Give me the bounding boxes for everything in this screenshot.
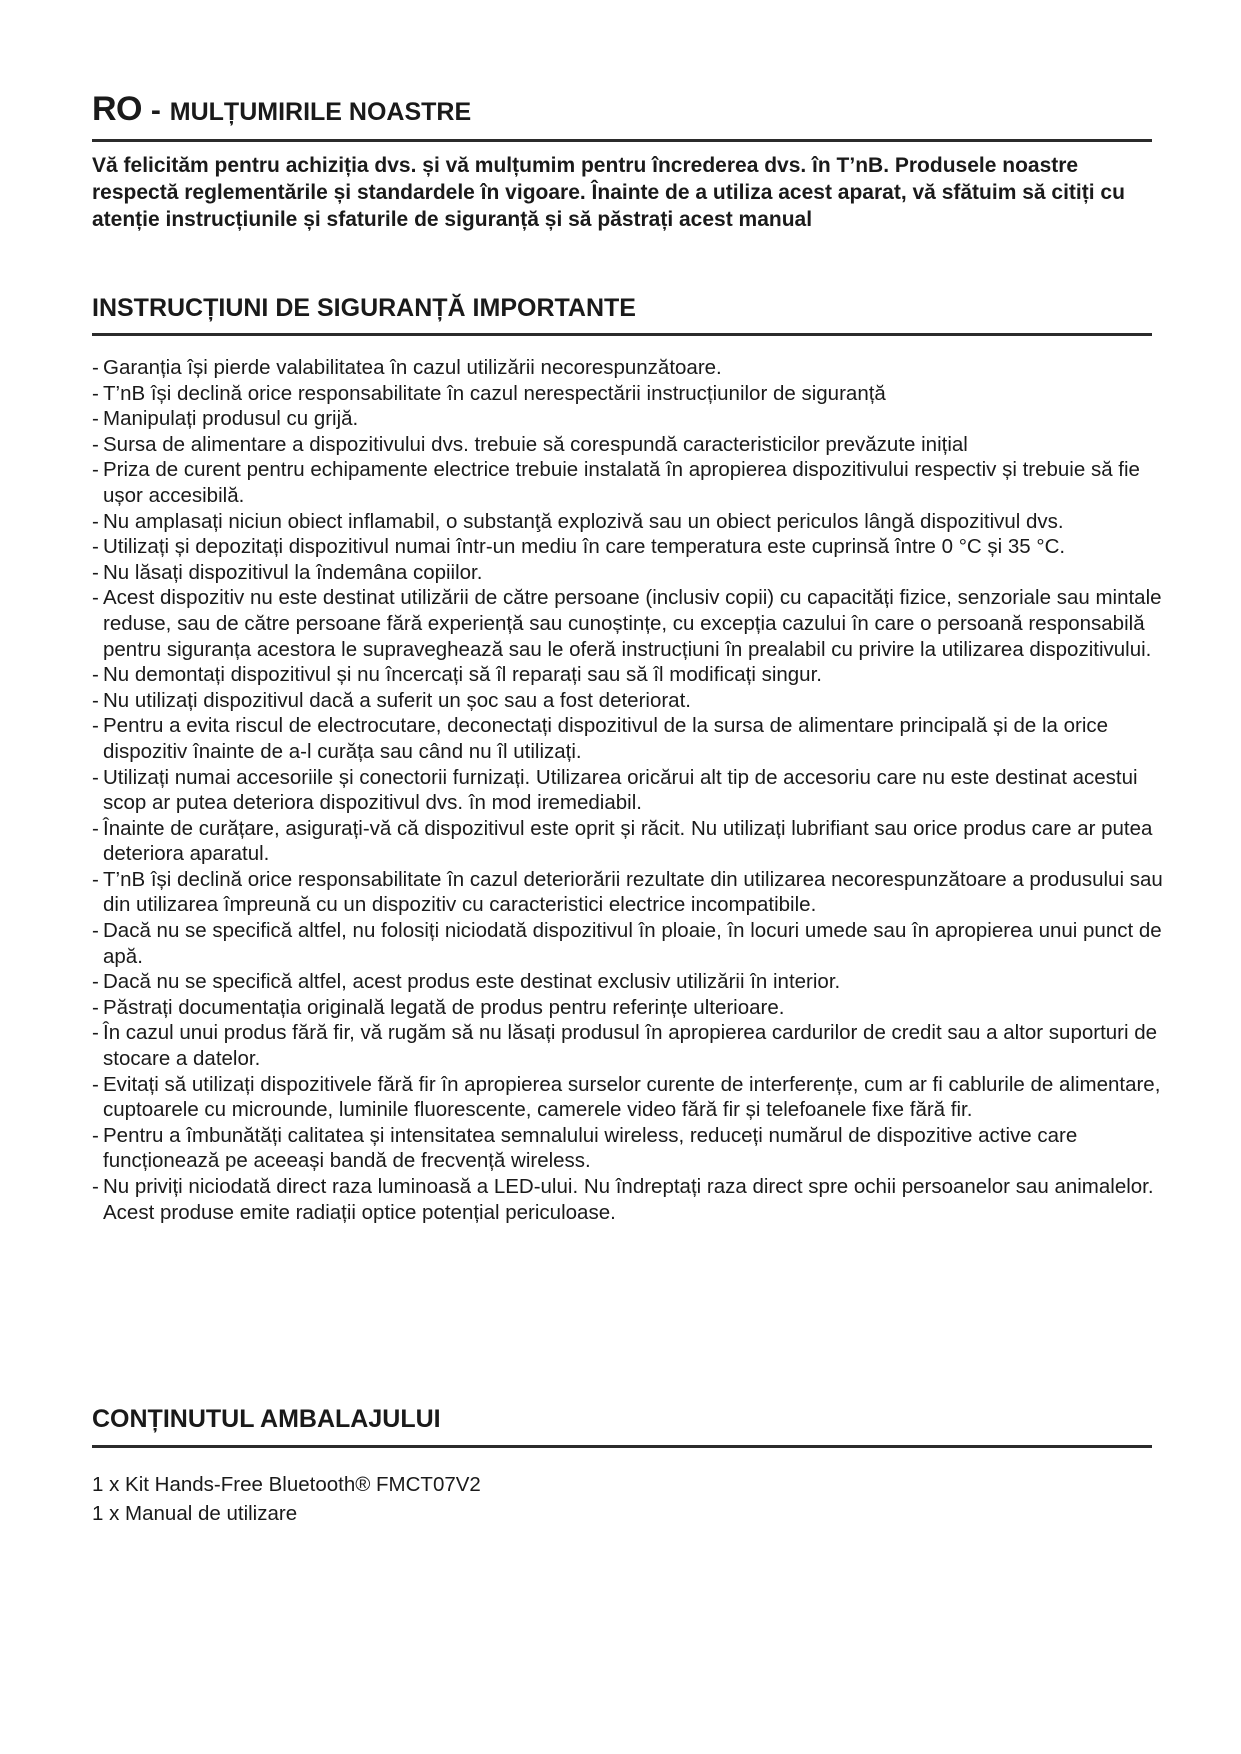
bullet-dash: - <box>92 867 99 891</box>
bullet-dash: - <box>92 1123 99 1147</box>
package-item: 1 x Kit Hands-Free Bluetooth® FMCT07V2 <box>92 1473 481 1496</box>
safety-item <box>92 432 1167 458</box>
title-text: MULȚUMIRILE NOASTRE <box>169 98 472 126</box>
bullet-dash: - <box>92 970 99 994</box>
safety-item <box>92 1174 1167 1225</box>
safety-item-text: Păstrați documentația originală legată de produs pentru referințe ulterioare. <box>103 995 785 1019</box>
safety-item-text: Nu amplasați niciun obiect inflamabil, o substanţă explozivă sau un obiect periculos lângă dispozitivul dvs. <box>103 509 1064 533</box>
package-item: 1 x Manual de utilizare <box>92 1502 298 1525</box>
bullet-dash: - <box>92 663 99 687</box>
safety-item-text: Pentru a evita riscul de electrocutare, deconectați dispozitivul de la sursa de alimentare principală și de la orice dispozitiv înainte de a-l curăța sau când nu îl utilizați. <box>103 714 1109 763</box>
bullet-dash: - <box>92 1021 99 1045</box>
bullet-dash: - <box>92 919 99 943</box>
safety-item-text: Utilizați numai accesoriile și conectorii furnizați. Utilizarea oricărui alt tip de accesoriu care nu este destinat acestui scop ar putea deteriora dispozitivul dvs. în mod iremediabil. <box>103 765 1138 815</box>
bullet-dash: - <box>92 509 99 533</box>
safety-item <box>92 355 1167 381</box>
safety-item <box>92 662 1167 688</box>
safety-item <box>92 585 1167 662</box>
safety-item <box>92 406 1167 432</box>
safety-item-text: Nu lăsați dispozitivul la îndemâna copiilor. <box>103 560 483 584</box>
safety-item-text: Nu utilizați dispozitivul dacă a suferit un șoc sau a fost deteriorat. <box>103 688 691 712</box>
safety-instructions-list <box>92 355 1167 1225</box>
safety-item-text: Pentru a îmbunătăți calitatea și intensitatea semnalului wireless, reduceți numărul de dispozitive active care funcționează pe aceeași bandă de frecvență wireless. <box>103 1123 1078 1173</box>
bullet-dash: - <box>92 714 99 738</box>
intro-paragraph: Vă felicităm pentru achiziția dvs. și vă mulțumim pentru încrederea dvs. în T’nB. Produsele noastre respectă reglementările și standardele în vigoare. Înainte de a utiliza acest aparat, vă sfătuim să citiți cu atenție instrucțiunile și sfaturile de siguranță și să păstrați acest manual <box>92 154 1125 231</box>
safety-item-text: Dacă nu se specifică altfel, nu folosiți niciodată dispozitivul în ploaie, în locuri umede sau în apropierea unui punct de apă. <box>103 919 1162 968</box>
safety-item <box>92 867 1167 918</box>
package-section-title: CONȚINUTUL AMBALAJULUI <box>92 1405 441 1433</box>
bullet-dash: - <box>92 356 99 379</box>
package-contents-list <box>92 1470 481 1528</box>
bullet-dash: - <box>92 432 99 456</box>
bullet-dash: - <box>92 765 99 789</box>
safety-item-text: T’nB își declină orice responsabilitate în cazul deteriorării rezultate din utilizarea necorespunzătoare a produsului sau din utilizarea împreună cu un dispozitiv cu caracteristici electrice incompatibile. <box>103 867 1163 917</box>
safety-item-text: Manipulați produsul cu grijă. <box>103 407 359 431</box>
bullet-dash: - <box>92 560 99 584</box>
safety-item <box>92 713 1167 764</box>
safety-item <box>92 765 1167 816</box>
safety-item <box>92 1123 1167 1174</box>
bullet-dash: - <box>92 586 99 610</box>
safety-item <box>92 534 1167 560</box>
safety-item-text: În cazul unui produs fără fir, vă rugăm să nu lăsați produsul în apropierea cardurilor de credit sau a altor suporturi de stocare a datelor. <box>103 1021 1158 1071</box>
safety-item <box>92 457 1167 508</box>
safety-item <box>92 969 1167 995</box>
safety-item-text: Garanția își pierde valabilitatea în cazul utilizării necorespunzătoare. <box>103 356 722 379</box>
bullet-dash: - <box>92 995 99 1019</box>
safety-item-text: Nu priviți niciodată direct raza luminoasă a LED-ului. Nu îndreptați raza direct spre ochii persoanelor sau animalelor. Acest produse emite radiații optice potențial periculoase. <box>103 1175 1154 1224</box>
safety-item <box>92 918 1167 969</box>
safety-item-text: Utilizați și depozitați dispozitivul numai într-un mediu în care temperatura este cuprinsă între 0 °C și 35 °C. <box>103 535 1066 559</box>
page-title <box>92 92 471 126</box>
bullet-dash: - <box>92 1175 99 1198</box>
safety-item <box>92 1072 1167 1123</box>
safety-item <box>92 995 1167 1021</box>
bullet-dash: - <box>92 688 99 712</box>
safety-item-text: Evitați să utilizați dispozitivele fără fir în apropierea surselor curente de interferențe, cum ar fi cablurile de alimentare, cuptoarele cu microunde, luminile fluorescente, camerele video fără fir și telefoanele fixe fără fir. <box>103 1072 1161 1122</box>
safety-item-text: Dacă nu se specifică altfel, acest produs este destinat exclusiv utilizării în interior. <box>103 970 841 994</box>
safety-item-text: Sursa de alimentare a dispozitivului dvs. trebuie să corespundă caracteristicilor prevăzute inițial <box>103 432 968 456</box>
title-divider <box>92 139 1152 142</box>
safety-item-text: Nu demontați dispozitivul și nu încercați să îl reparați sau să îl modificați singur. <box>103 663 822 687</box>
bullet-dash: - <box>92 1072 99 1096</box>
safety-section-title: INSTRUCȚIUNI DE SIGURANȚĂ IMPORTANTE <box>92 294 636 322</box>
safety-item-text: Înainte de curățare, asigurați-vă că dispozitivul este oprit și răcit. Nu utilizați lubrifiant sau orice produs care ar putea deteriora aparatul. <box>103 816 1153 866</box>
language-code: RO <box>92 90 142 128</box>
bullet-dash: - <box>92 535 99 559</box>
safety-item-text: Acest dispozitiv nu este destinat utilizării de către persoane (inclusiv copii) cu capacități fizice, senzoriale sau mintale reduse, sau de către persoane fără experiență sau cunoștințe, cu excepția cazului în care o persoană responsabilă pentru siguranța acestora le supraveghează sau le oferă instrucțiuni în prealabil cu privire la utilizarea dispozitivului. <box>103 586 1162 661</box>
safety-item <box>92 381 1167 407</box>
safety-divider <box>92 333 1152 336</box>
bullet-dash: - <box>92 458 99 482</box>
package-divider <box>92 1445 1152 1448</box>
title-separator: - <box>150 94 161 127</box>
bullet-dash: - <box>92 407 99 431</box>
safety-item-text: Priza de curent pentru echipamente electrice trebuie instalată în apropierea dispozitivului respectiv și trebuie să fie ușor accesibilă. <box>103 458 1140 507</box>
safety-item <box>92 688 1167 714</box>
bullet-dash: - <box>92 381 99 405</box>
safety-item <box>92 816 1167 867</box>
bullet-dash: - <box>92 816 99 840</box>
safety-item <box>92 560 1167 586</box>
safety-item <box>92 509 1167 535</box>
safety-item <box>92 1020 1167 1071</box>
safety-item-text: T’nB își declină orice responsabilitate în cazul nerespectării instrucțiunilor de siguranță <box>103 381 886 405</box>
